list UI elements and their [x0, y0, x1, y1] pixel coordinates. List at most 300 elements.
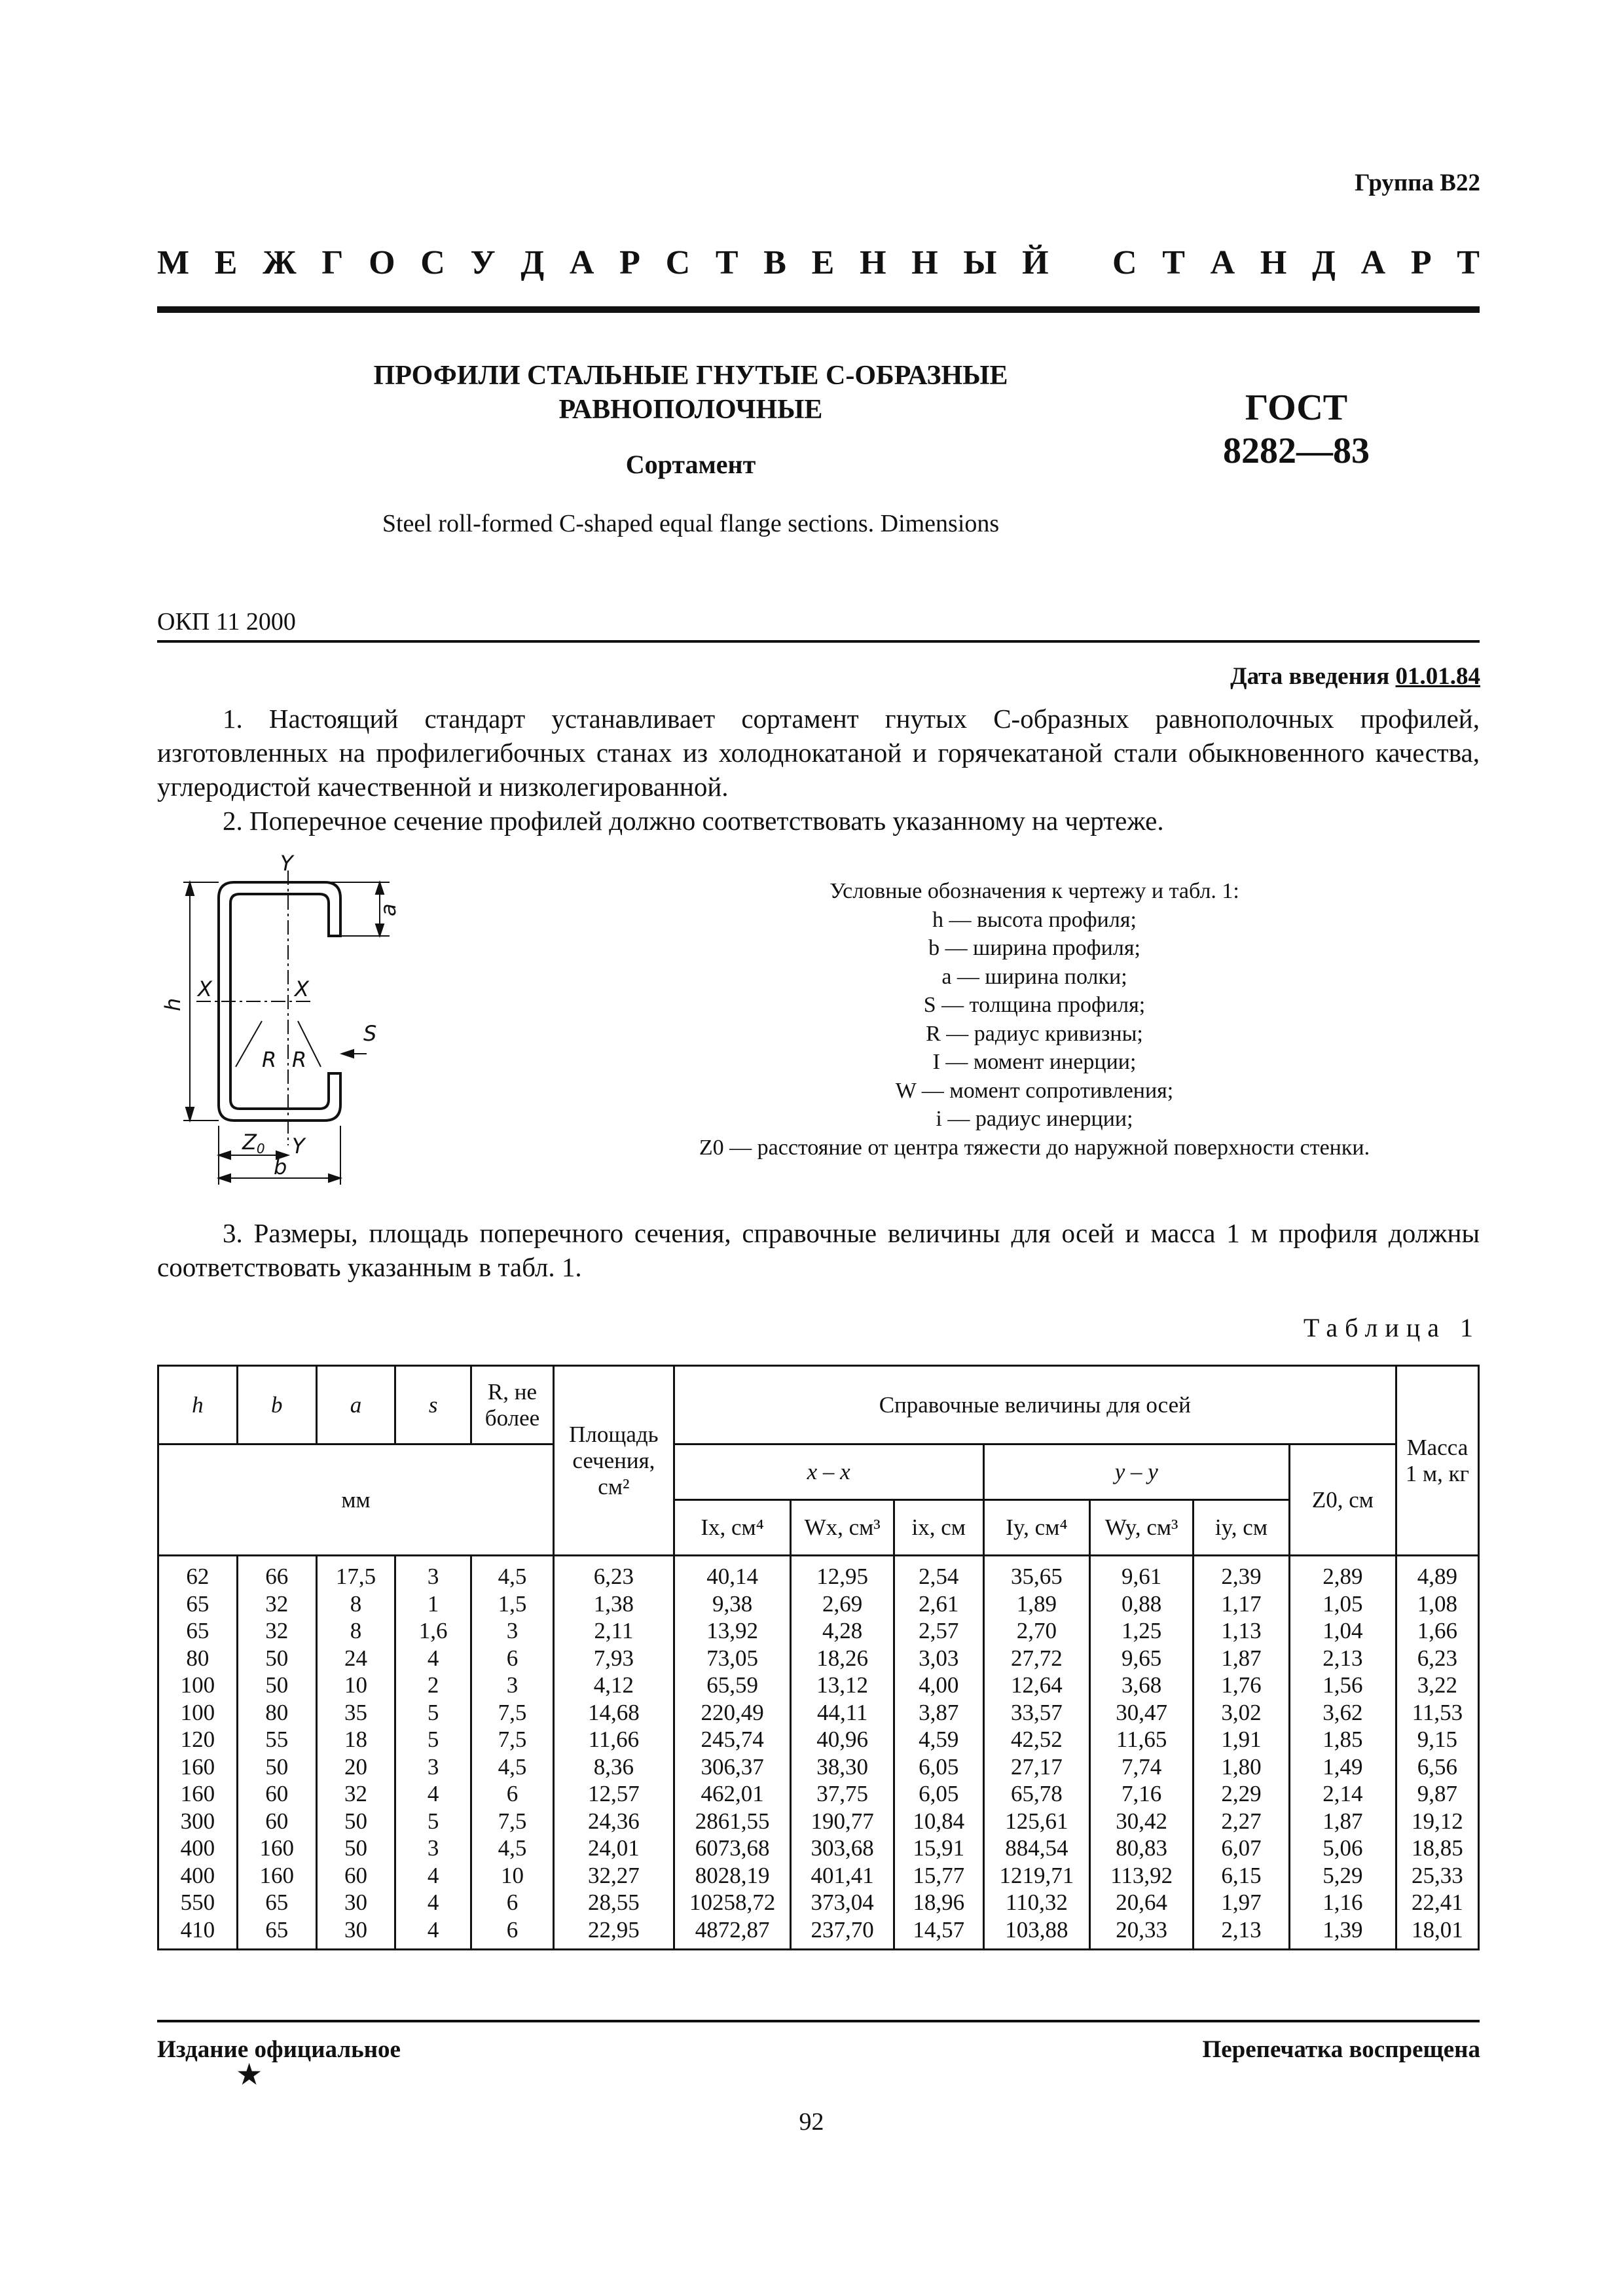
- c-profile-svg: [160, 851, 426, 1185]
- th-xx: x – x: [674, 1444, 983, 1500]
- table-cell: 1,6: [395, 1617, 471, 1645]
- table-cell: 32,27: [553, 1862, 674, 1890]
- th-yy: y – y: [983, 1444, 1289, 1500]
- table-cell: 65: [237, 1889, 316, 1916]
- table-cell: 25,33: [1396, 1862, 1478, 1890]
- table-cell: 3,62: [1289, 1699, 1396, 1727]
- table-cell: 1,97: [1193, 1889, 1289, 1916]
- table-cell: 4: [395, 1645, 471, 1672]
- legend-item: i — радиус инерции;: [936, 1107, 1133, 1131]
- heading-letter: С: [665, 244, 691, 281]
- th-mass: Масса 1 м, кг: [1396, 1366, 1478, 1556]
- table-cell: 30: [316, 1889, 395, 1916]
- table-cell: 24,36: [553, 1808, 674, 1835]
- okp-code: ОКП 11 2000: [157, 608, 296, 636]
- label-b: b: [274, 1155, 287, 1179]
- table-cell: 8028,19: [674, 1862, 791, 1890]
- table-cell: 237,70: [791, 1916, 894, 1950]
- legend-item: b — ширина профиля;: [928, 936, 1140, 960]
- table-cell: 22,95: [553, 1916, 674, 1950]
- table-cell: 60: [316, 1862, 395, 1890]
- table-cell: 1,80: [1193, 1753, 1289, 1781]
- heading-letter: Д: [1312, 244, 1336, 281]
- table-cell: 160: [237, 1835, 316, 1862]
- table-cell: 10258,72: [674, 1889, 791, 1916]
- table-cell: 4,12: [553, 1672, 674, 1699]
- table-cell: 22,41: [1396, 1889, 1478, 1916]
- label-y-bottom: Y: [292, 1134, 305, 1158]
- document-subtitle: Сортамент: [625, 450, 756, 479]
- radius-lines: [236, 1021, 321, 1067]
- legend-item: W — момент сопротивления;: [895, 1078, 1174, 1103]
- table-cell: 4: [395, 1780, 471, 1808]
- table-cell: 65: [158, 1617, 238, 1645]
- table-cell: 73,05: [674, 1645, 791, 1672]
- table-row: [158, 1590, 1479, 1618]
- th-ix-radius: ix, см: [894, 1500, 983, 1556]
- table-cell: 2,70: [983, 1617, 1090, 1645]
- table-cell: 60: [237, 1808, 316, 1835]
- table-row: [158, 1556, 1479, 1590]
- table-cell: 401,41: [791, 1862, 894, 1890]
- table-cell: 19,12: [1396, 1808, 1478, 1835]
- table-cell: 18,96: [894, 1889, 983, 1916]
- table-cell: 884,54: [983, 1835, 1090, 1862]
- label-r-2: R: [292, 1047, 307, 1072]
- table-cell: 1,08: [1396, 1590, 1478, 1618]
- label-z0: Z0: [242, 1130, 265, 1157]
- label-x-left: X: [198, 977, 212, 1001]
- table-cell: 50: [237, 1753, 316, 1781]
- table-cell: 11,65: [1090, 1726, 1194, 1753]
- table-row: [158, 1672, 1479, 1699]
- table-cell: 12,57: [553, 1780, 674, 1808]
- table-cell: 300: [158, 1808, 238, 1835]
- label-y-top: Y: [280, 851, 293, 876]
- table-cell: 24,01: [553, 1835, 674, 1862]
- table-cell: 1,91: [1193, 1726, 1289, 1753]
- heading-letter: В: [763, 244, 786, 281]
- table-cell: 245,74: [674, 1726, 791, 1753]
- table-cell: 2,27: [1193, 1808, 1289, 1835]
- table-cell: 28,55: [553, 1889, 674, 1916]
- table-row: [158, 1862, 1479, 1890]
- table-row: [158, 1835, 1479, 1862]
- table-cell: 4: [395, 1916, 471, 1950]
- table-cell: 4,28: [791, 1617, 894, 1645]
- heading-letter: Н: [911, 244, 938, 281]
- table-cell: 3,87: [894, 1699, 983, 1727]
- table-cell: 1,38: [553, 1590, 674, 1618]
- table-cell: 6,05: [894, 1780, 983, 1808]
- table-cell: 6: [471, 1645, 553, 1672]
- table-cell: 1219,71: [983, 1862, 1090, 1890]
- table-cell: 2,61: [894, 1590, 983, 1618]
- gost-code: 8282—83: [1223, 431, 1370, 471]
- table-cell: 50: [316, 1835, 395, 1862]
- table-cell: 33,57: [983, 1699, 1090, 1727]
- table-cell: 32: [237, 1617, 316, 1645]
- cross-section-drawing: [160, 851, 426, 1188]
- table-cell: 14,68: [553, 1699, 674, 1727]
- table-cell: 100: [158, 1699, 238, 1727]
- table-cell: 125,61: [983, 1808, 1090, 1835]
- table-cell: 220,49: [674, 1699, 791, 1727]
- table-cell: 65,59: [674, 1672, 791, 1699]
- table-cell: 8: [316, 1590, 395, 1618]
- table-row: [158, 1808, 1479, 1835]
- label-x-right: X: [295, 977, 309, 1001]
- table-cell: 1,85: [1289, 1726, 1396, 1753]
- table-row: [158, 1753, 1479, 1781]
- table-cell: 8: [316, 1617, 395, 1645]
- label-s: S: [363, 1021, 377, 1046]
- table-cell: 190,77: [791, 1808, 894, 1835]
- table-cell: 4: [395, 1862, 471, 1890]
- table-cell: 30: [316, 1916, 395, 1950]
- table-cell: 18: [316, 1726, 395, 1753]
- table-cell: 15,77: [894, 1862, 983, 1890]
- th-r: R, не более: [471, 1366, 553, 1444]
- star-icon: ★: [236, 2058, 263, 2091]
- table-cell: 1,5: [471, 1590, 553, 1618]
- table-cell: 3: [471, 1672, 553, 1699]
- table-cell: 5: [395, 1726, 471, 1753]
- gost-label: ГОСТ: [1245, 387, 1348, 428]
- table-cell: 65: [237, 1916, 316, 1950]
- interstate-standard-heading: [157, 243, 1480, 283]
- heading-letter: Т: [1162, 244, 1185, 281]
- table-cell: 1,16: [1289, 1889, 1396, 1916]
- table-cell: 11,66: [553, 1726, 674, 1753]
- table-cell: 55: [237, 1726, 316, 1753]
- table-row: [158, 1617, 1479, 1645]
- table-cell: 80,83: [1090, 1835, 1194, 1862]
- table-cell: 80: [237, 1699, 316, 1727]
- table-cell: 40,96: [791, 1726, 894, 1753]
- table-cell: 60: [237, 1780, 316, 1808]
- table-cell: 7,5: [471, 1808, 553, 1835]
- table-cell: 3: [395, 1753, 471, 1781]
- table-cell: 1,87: [1289, 1808, 1396, 1835]
- table-cell: 66: [237, 1556, 316, 1590]
- table-cell: 1,89: [983, 1590, 1090, 1618]
- heading-letter: Г: [321, 244, 344, 281]
- table-cell: 6: [471, 1916, 553, 1950]
- table-cell: 10: [316, 1672, 395, 1699]
- heading-letter: С: [1112, 244, 1137, 281]
- table-cell: 2,13: [1289, 1645, 1396, 1672]
- table-cell: 11,53: [1396, 1699, 1478, 1727]
- table-row: [158, 1889, 1479, 1916]
- heading-letter: Н: [860, 244, 886, 281]
- table-cell: 9,15: [1396, 1726, 1478, 1753]
- table-cell: 12,95: [791, 1556, 894, 1590]
- reprint-note: Перепечатка воспрещена: [1202, 2036, 1480, 2063]
- legend-item: S — толщина профиля;: [923, 993, 1146, 1017]
- th-b: b: [237, 1366, 316, 1444]
- table-cell: 20: [316, 1753, 395, 1781]
- label-h: h: [160, 997, 185, 1011]
- table-cell: 1,25: [1090, 1617, 1194, 1645]
- header-rule: [157, 306, 1480, 313]
- table-cell: 50: [237, 1645, 316, 1672]
- heading-letter: Й: [1022, 244, 1049, 281]
- table-cell: 1,49: [1289, 1753, 1396, 1781]
- date-value: 01.01.84: [1395, 663, 1480, 690]
- table-cell: 27,17: [983, 1753, 1090, 1781]
- table-row: [158, 1645, 1479, 1672]
- table-cell: 1: [395, 1590, 471, 1618]
- heading-letter: О: [369, 244, 395, 281]
- table-1: [157, 1365, 1480, 1950]
- legend-title: Условные обозначения к чертежу и табл. 1:: [830, 879, 1239, 903]
- table-cell: 7,93: [553, 1645, 674, 1672]
- table-cell: 4,5: [471, 1556, 553, 1590]
- table-cell: 410: [158, 1916, 238, 1950]
- gost-number: [1178, 386, 1414, 473]
- th-a: a: [316, 1366, 395, 1444]
- heading-letter: А: [1360, 244, 1386, 281]
- table-cell: 4,59: [894, 1726, 983, 1753]
- table-cell: 2,57: [894, 1617, 983, 1645]
- legend-item: h — высота профиля;: [932, 907, 1137, 932]
- table-cell: 400: [158, 1862, 238, 1890]
- table-cell: 2,89: [1289, 1556, 1396, 1590]
- heading-letter: А: [569, 244, 594, 281]
- table-cell: 550: [158, 1889, 238, 1916]
- table-cell: 303,68: [791, 1835, 894, 1862]
- table-cell: 400: [158, 1835, 238, 1862]
- table-cell: 103,88: [983, 1916, 1090, 1950]
- table-cell: 1,76: [1193, 1672, 1289, 1699]
- table-body: [158, 1556, 1479, 1950]
- table-cell: 1,56: [1289, 1672, 1396, 1699]
- table-cell: 3: [395, 1835, 471, 1862]
- sections-table: [157, 1365, 1480, 1950]
- table-cell: 1,04: [1289, 1617, 1396, 1645]
- legend-item: Z0 — расстояние от центра тяжести до наружной поверхности стенки.: [699, 1135, 1370, 1160]
- english-title: Steel roll-formed C-shaped equal flange sections. Dimensions: [382, 510, 1000, 537]
- table-cell: 38,30: [791, 1753, 894, 1781]
- table-cell: 12,64: [983, 1672, 1090, 1699]
- table-cell: 1,17: [1193, 1590, 1289, 1618]
- table-cell: 4,5: [471, 1753, 553, 1781]
- heading-letter: С: [420, 244, 445, 281]
- heading-letter: М: [157, 244, 190, 281]
- table-cell: 20,33: [1090, 1916, 1194, 1950]
- th-ix-moment: Ix, см⁴: [674, 1500, 791, 1556]
- table-cell: 9,65: [1090, 1645, 1194, 1672]
- table-cell: 20,64: [1090, 1889, 1194, 1916]
- table-cell: 27,72: [983, 1645, 1090, 1672]
- table-cell: 80: [158, 1645, 238, 1672]
- table-cell: 65,78: [983, 1780, 1090, 1808]
- table-cell: 18,26: [791, 1645, 894, 1672]
- table-cell: 6,05: [894, 1753, 983, 1781]
- table-row: [158, 1780, 1479, 1808]
- table-cell: 5: [395, 1808, 471, 1835]
- edition-note: Издание официальное: [157, 2036, 401, 2063]
- table-row: [158, 1726, 1479, 1753]
- title-line-1: ПРОФИЛИ СТАЛЬНЫЕ ГНУТЫЕ С-ОБРАЗНЫЕ: [373, 361, 1008, 391]
- heading-letter: Р: [1410, 244, 1432, 281]
- th-wx: Wx, см³: [791, 1500, 894, 1556]
- th-h: h: [158, 1366, 238, 1444]
- table-cell: 6: [471, 1889, 553, 1916]
- table-cell: 35,65: [983, 1556, 1090, 1590]
- table-cell: 40,14: [674, 1556, 791, 1590]
- page-number: 92: [799, 2108, 824, 2136]
- legend-item: a — ширина полки;: [941, 964, 1127, 989]
- table-cell: 3,22: [1396, 1672, 1478, 1699]
- table-cell: 100: [158, 1672, 238, 1699]
- legend-item: R — радиус кривизны;: [926, 1021, 1143, 1046]
- table-cell: 1,13: [1193, 1617, 1289, 1645]
- table-cell: 4,5: [471, 1835, 553, 1862]
- table-cell: 110,32: [983, 1889, 1090, 1916]
- table-cell: 3,68: [1090, 1672, 1194, 1699]
- heading-letter: У: [470, 244, 496, 281]
- table-cell: 5,29: [1289, 1862, 1396, 1890]
- table-cell: 2: [395, 1672, 471, 1699]
- table-cell: 10,84: [894, 1808, 983, 1835]
- table-cell: 35: [316, 1699, 395, 1727]
- table-cell: 160: [158, 1780, 238, 1808]
- table-cell: 3: [395, 1556, 471, 1590]
- heading-letter: Е: [811, 244, 835, 281]
- table-cell: 24: [316, 1645, 395, 1672]
- title-line-2: РАВНОПОЛОЧНЫЕ: [558, 395, 823, 425]
- heading-letter: Т: [1457, 244, 1480, 281]
- table-cell: 3: [471, 1617, 553, 1645]
- table-cell: 7,5: [471, 1699, 553, 1727]
- introduction-date: [1230, 662, 1480, 691]
- heading-letter: Р: [619, 244, 640, 281]
- heading-letter: Ы: [963, 244, 997, 281]
- table-cell: 4,89: [1396, 1556, 1478, 1590]
- th-s: s: [395, 1366, 471, 1444]
- table-cell: 2,11: [553, 1617, 674, 1645]
- table-cell: 10: [471, 1862, 553, 1890]
- footer-rule: [157, 2020, 1480, 2022]
- table-cell: 3,03: [894, 1645, 983, 1672]
- table-cell: 18,85: [1396, 1835, 1478, 1862]
- table-cell: 160: [158, 1753, 238, 1781]
- paragraph-1: 1. Настоящий стандарт устанавливает сортамент гнутых С-образных равнополочных профилей, изготовленных на профилегибочных станах из холоднокатаной и горячекатаной стали обыкновенного качества, углеродистой качественной и низколегированной.: [157, 704, 1480, 802]
- table-row: [158, 1916, 1479, 1950]
- table-cell: 4872,87: [674, 1916, 791, 1950]
- table-cell: 50: [316, 1808, 395, 1835]
- heading-letter: Ж: [263, 244, 297, 281]
- table-cell: 5,06: [1289, 1835, 1396, 1862]
- table-cell: 6073,68: [674, 1835, 791, 1862]
- table-cell: 373,04: [791, 1889, 894, 1916]
- document-title: [255, 359, 1126, 427]
- table-cell: 462,01: [674, 1780, 791, 1808]
- table-cell: 6,56: [1396, 1753, 1478, 1781]
- table-cell: 42,52: [983, 1726, 1090, 1753]
- table-cell: 14,57: [894, 1916, 983, 1950]
- date-label: Дата введения: [1230, 663, 1390, 690]
- table-cell: 32: [237, 1590, 316, 1618]
- th-iy-moment: Iy, см⁴: [983, 1500, 1090, 1556]
- table-cell: 44,11: [791, 1699, 894, 1727]
- table-cell: 0,88: [1090, 1590, 1194, 1618]
- table-cell: 50: [237, 1672, 316, 1699]
- table-cell: 306,37: [674, 1753, 791, 1781]
- table-cell: 113,92: [1090, 1862, 1194, 1890]
- table-cell: 1,66: [1396, 1617, 1478, 1645]
- legend-item: I — момент инерции;: [932, 1050, 1137, 1074]
- table-row: [158, 1699, 1479, 1727]
- table-cell: 62: [158, 1556, 238, 1590]
- table-cell: 7,16: [1090, 1780, 1194, 1808]
- table-cell: 13,12: [791, 1672, 894, 1699]
- table-cell: 1,05: [1289, 1590, 1396, 1618]
- th-mm: мм: [158, 1444, 554, 1556]
- table-caption: Таблица 1: [1303, 1313, 1480, 1342]
- table-cell: 3,02: [1193, 1699, 1289, 1727]
- table-cell: 65: [158, 1590, 238, 1618]
- th-z0: Z0, см: [1289, 1444, 1396, 1556]
- heading-letter: Д: [520, 244, 545, 281]
- legend: [576, 877, 1493, 1162]
- table-cell: 9,87: [1396, 1780, 1478, 1808]
- heading-letter: [1074, 243, 1087, 283]
- table-cell: 13,92: [674, 1617, 791, 1645]
- table-cell: 17,5: [316, 1556, 395, 1590]
- table-cell: 7,5: [471, 1726, 553, 1753]
- table-cell: 30,47: [1090, 1699, 1194, 1727]
- heading-letter: А: [1210, 244, 1235, 281]
- th-ref-values: Справочные величины для осей: [674, 1366, 1396, 1444]
- table-cell: 6,07: [1193, 1835, 1289, 1862]
- heading-letter: Т: [715, 244, 739, 281]
- paragraph-3: 3. Размеры, площадь поперечного сечения, справочные величины для осей и масса 1 м профиля должны соответствовать указанным в табл. 1.: [157, 1218, 1480, 1282]
- table-cell: 6,23: [1396, 1645, 1478, 1672]
- table-cell: 6,15: [1193, 1862, 1289, 1890]
- table-cell: 120: [158, 1726, 238, 1753]
- table-cell: 30,42: [1090, 1808, 1194, 1835]
- table-cell: 9,61: [1090, 1556, 1194, 1590]
- th-iy-radius: iy, см: [1193, 1500, 1289, 1556]
- table-cell: 4,00: [894, 1672, 983, 1699]
- table-cell: 5: [395, 1699, 471, 1727]
- heading-letter: Е: [214, 244, 238, 281]
- table-cell: 6: [471, 1780, 553, 1808]
- table-cell: 2,39: [1193, 1556, 1289, 1590]
- table-cell: 6,23: [553, 1556, 674, 1590]
- table-cell: 32: [316, 1780, 395, 1808]
- heading-letter: Н: [1260, 244, 1287, 281]
- table-cell: 2,29: [1193, 1780, 1289, 1808]
- th-area: Площадь сечения, см²: [553, 1366, 674, 1556]
- th-wy: Wy, см³: [1090, 1500, 1194, 1556]
- table-cell: 2861,55: [674, 1808, 791, 1835]
- okp-rule: [157, 640, 1480, 643]
- group-code: Группа В22: [1355, 170, 1480, 196]
- table-cell: 2,13: [1193, 1916, 1289, 1950]
- table-cell: 7,74: [1090, 1753, 1194, 1781]
- label-a: a: [376, 903, 401, 916]
- table-cell: 1,87: [1193, 1645, 1289, 1672]
- table-cell: 2,69: [791, 1590, 894, 1618]
- table-cell: 1,39: [1289, 1916, 1396, 1950]
- table-cell: 2,54: [894, 1556, 983, 1590]
- table-cell: 2,14: [1289, 1780, 1396, 1808]
- label-r-1: R: [262, 1047, 277, 1072]
